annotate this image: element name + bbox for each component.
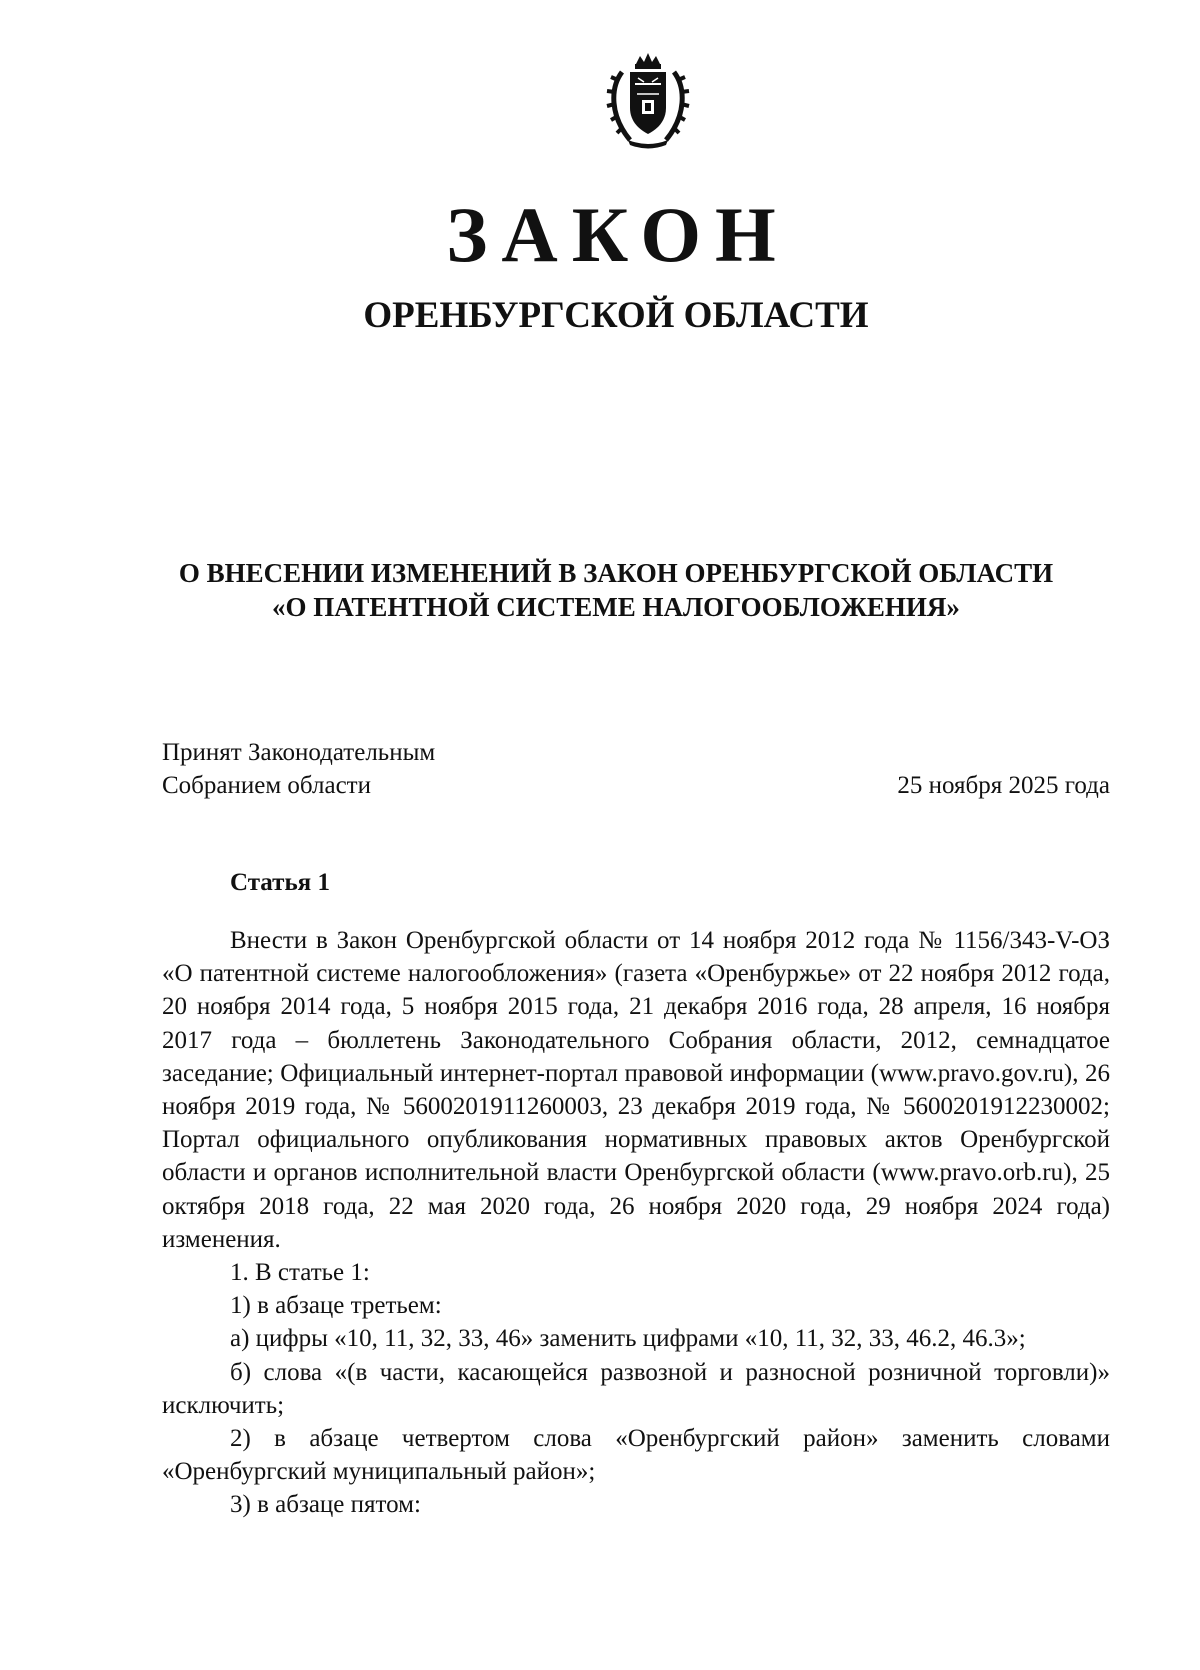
document-subtitle: ОРЕНБУРГСКОЙ ОБЛАСТИ: [363, 295, 869, 336]
adoption-statement: [162, 736, 435, 802]
article-paragraph: 1. В статье 1:: [230, 1259, 370, 1287]
law-name-line: О ВНЕСЕНИИ ИЗМЕНЕНИЙ В ЗАКОН ОРЕНБУРГСКОЙ ОБЛАСТИ: [178, 558, 1054, 588]
adoption-line: Принят Законодательным: [162, 739, 436, 766]
law-name: [0, 556, 1200, 624]
article-paragraph: 2) в абзаце четвертом слова «Оренбургский район» заменить словами «Оренбургский муниципальный район»;: [162, 1425, 1110, 1486]
article-paragraph: 3) в абзаце пятом:: [230, 1491, 421, 1519]
adoption-line: Собранием области: [162, 772, 371, 799]
article-heading: Статья 1: [230, 869, 330, 896]
law-name-line: «О ПАТЕНТНОЙ СИСТЕМЕ НАЛОГООБЛОЖЕНИЯ»: [272, 592, 960, 622]
article-paragraph: б) слова «(в части, касающейся развозной и разносной розничной торговли)» исключить;: [162, 1358, 1110, 1419]
document-title: ЗАКОН: [446, 191, 790, 278]
article-body: [162, 924, 1110, 1522]
article-paragraph: а) цифры «10, 11, 32, 33, 46» заменить цифрами «10, 11, 32, 33, 46.2, 46.3»;: [230, 1325, 1026, 1353]
article-paragraph: 1) в абзаце третьем:: [230, 1292, 442, 1320]
article-paragraph: Внести в Закон Оренбургской области от 14 ноября 2012 года № 1156/343-V-ОЗ «О патентной системе налогообложения» (газета «Оренбуржье» от 22 ноября 2012 года, 20 ноября 2014 года, 5 ноября 2015 года, 21 декабря 2016 года, 28 апреля, 16 ноября 2017 года – бюллетень Законодательного Собрания области, 2012, семнадцатое заседание; Официальный интернет-портал правовой информации (www.pravo.gov.ru), 26 ноября 2019 года, № 5600201911260003, 23 декабря 2019 года, № 5600201912230002; Портал официального опубликования нормативных правовых актов Оренбургской области и органов исполнительной власти Оренбургской области (www.pravo.orb.ru), 25 октября 2018 года, 22 мая 2020 года, 26 ноября 2020 года, 29 ноября 2024 года) изменения.: [162, 927, 1110, 1253]
adoption-date: 25 ноября 2025 года: [897, 772, 1110, 799]
coat-of-arms-icon: [604, 50, 692, 150]
